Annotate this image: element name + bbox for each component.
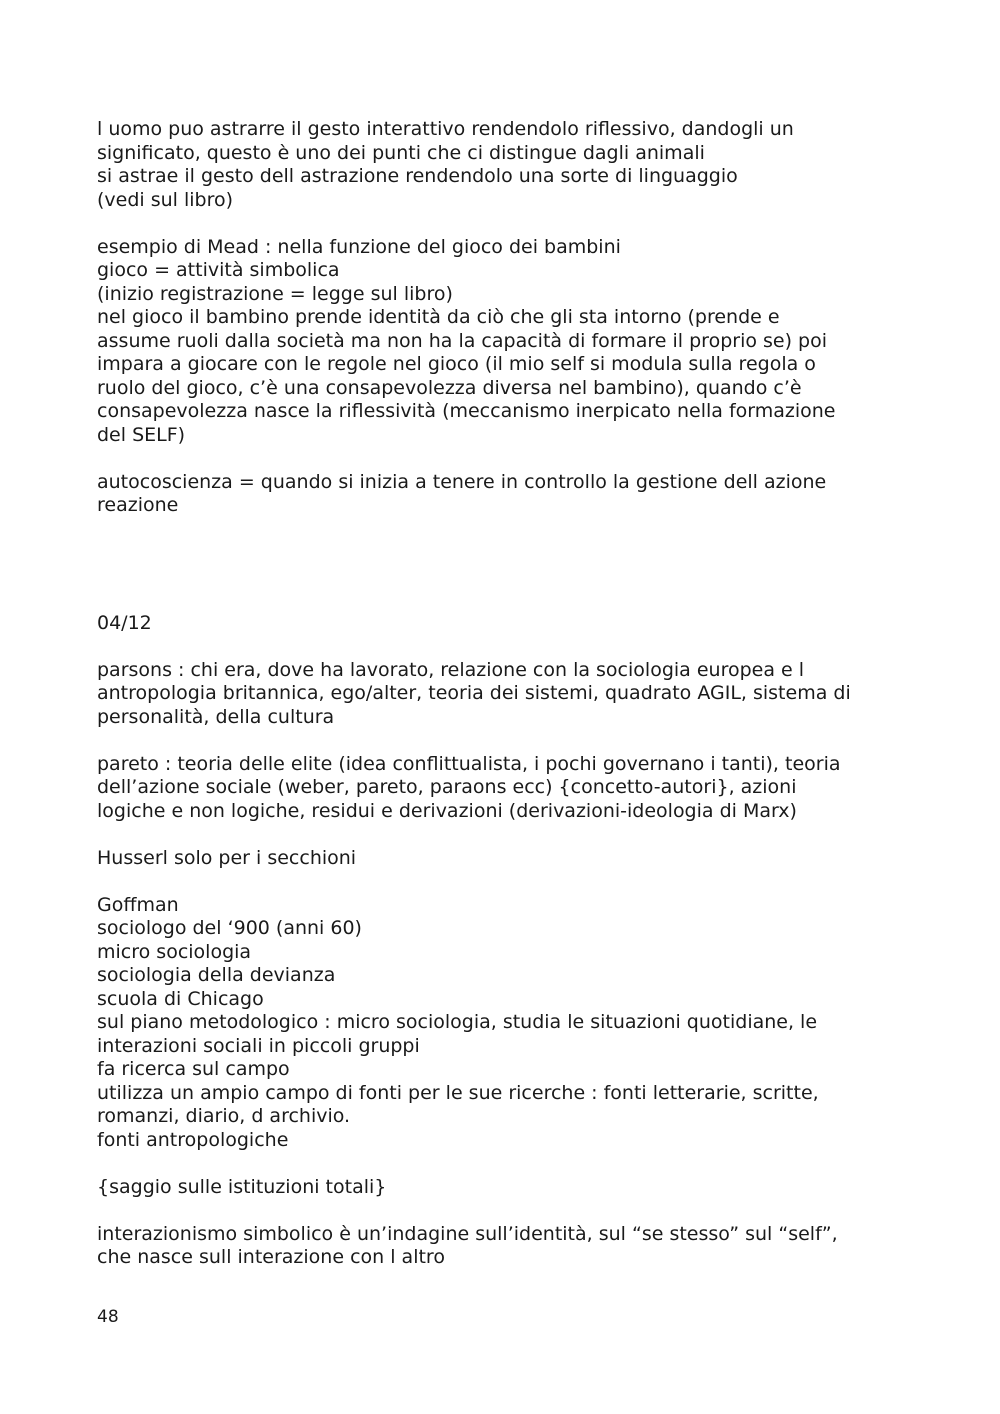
paragraph-spacer	[97, 870, 927, 894]
text-line: romanzi, diario, d archivio.	[97, 1105, 351, 1127]
text-line: pareto : teoria delle elite (idea conflittualista, i pochi governano i tanti), teoria	[97, 752, 841, 775]
paragraph-pareto	[97, 753, 927, 824]
text-line: reazione	[97, 494, 179, 516]
page-content	[97, 118, 927, 1270]
text-line: nel gioco il bambino prende identità da ciò che gli sta intorno (prende e	[97, 306, 780, 328]
text-line: esempio di Mead : nella funzione del gioco dei bambini	[97, 235, 621, 258]
text-line: sul piano metodologico : micro sociologia, studia le situazioni quotidiane, le	[97, 1011, 818, 1033]
text-line: (vedi sul libro)	[97, 188, 234, 211]
text-line: impara a giocare con le regole nel gioco (il mio self si modula sulla regola o	[97, 353, 816, 375]
paragraph-spacer	[97, 635, 927, 659]
page-number: 48	[97, 1307, 119, 1327]
text-line: l uomo puo astrarre il gesto interattivo rendendolo riflessivo, dandogli un	[97, 118, 794, 140]
text-line: fa ricerca sul campo	[97, 1058, 290, 1080]
text-line: Husserl solo per i secchioni	[97, 846, 357, 869]
text-line: significato, questo è uno dei punti che ci distingue dagli animali	[97, 141, 705, 164]
paragraph-gesture	[97, 118, 927, 212]
paragraph-goffman	[97, 894, 927, 1153]
date-label: 04/12	[97, 611, 152, 634]
text-line: personalità, della cultura	[97, 705, 335, 728]
text-line: logiche e non logiche, residui e derivazioni (derivazioni-ideologia di Marx)	[97, 799, 797, 822]
text-line: interazioni sociali in piccoli gruppi	[97, 1034, 420, 1057]
section-spacer	[97, 518, 927, 612]
paragraph-spacer	[97, 212, 927, 236]
text-line: {saggio sulle istituzioni totali}	[97, 1175, 387, 1198]
paragraph-interazionismo	[97, 1223, 927, 1270]
paragraph-parsons	[97, 659, 927, 730]
text-line: si astrae il gesto dell astrazione rendendolo una sorte di linguaggio	[97, 165, 738, 187]
paragraph-spacer	[97, 1199, 927, 1223]
text-line: sociologia della devianza	[97, 964, 336, 986]
date-heading	[97, 612, 927, 636]
text-line: dell’azione sociale (weber, pareto, paraons ecc) {concetto-autori}, azioni	[97, 776, 797, 798]
text-line: utilizza un ampio campo di fonti per le sue ricerche : fonti letterarie, scritte,	[97, 1081, 819, 1104]
text-line: micro sociologia	[97, 940, 252, 963]
text-line: consapevolezza nasce la riflessività (meccanismo inerpicato nella formazione	[97, 400, 836, 422]
paragraph-spacer	[97, 447, 927, 471]
paragraph-autocoscienza	[97, 471, 927, 518]
text-line: parsons : chi era, dove ha lavorato, relazione con la sociologia europea e l	[97, 658, 805, 681]
text-line: fonti antropologiche	[97, 1128, 289, 1151]
paragraph-husserl	[97, 847, 927, 871]
text-line: Goffman	[97, 893, 179, 916]
text-line: ruolo del gioco, c’è una consapevolezza diversa nel bambino), quando c’è	[97, 376, 802, 399]
text-line: autocoscienza = quando si inizia a tenere in controllo la gestione dell azione	[97, 470, 827, 493]
text-line: (inizio registrazione = legge sul libro)	[97, 282, 453, 305]
text-line: interazionismo simbolico è un’indagine sull’identità, sul “se stesso” sul “self”,	[97, 1222, 838, 1245]
paragraph-spacer	[97, 729, 927, 753]
text-line: che nasce sull interazione con l altro	[97, 1246, 445, 1268]
text-line: assume ruoli dalla società ma non ha la capacità di formare il proprio se) poi	[97, 329, 828, 352]
paragraph-mead	[97, 236, 927, 448]
paragraph-spacer	[97, 823, 927, 847]
text-line: gioco = attività simbolica	[97, 259, 340, 281]
text-line: del SELF)	[97, 423, 186, 446]
text-line: antropologia britannica, ego/alter, teoria dei sistemi, quadrato AGIL, sistema di	[97, 682, 851, 704]
paragraph-saggio	[97, 1176, 927, 1200]
paragraph-spacer	[97, 1152, 927, 1176]
text-line: sociologo del ‘900 (anni 60)	[97, 917, 362, 939]
text-line: scuola di Chicago	[97, 987, 264, 1010]
